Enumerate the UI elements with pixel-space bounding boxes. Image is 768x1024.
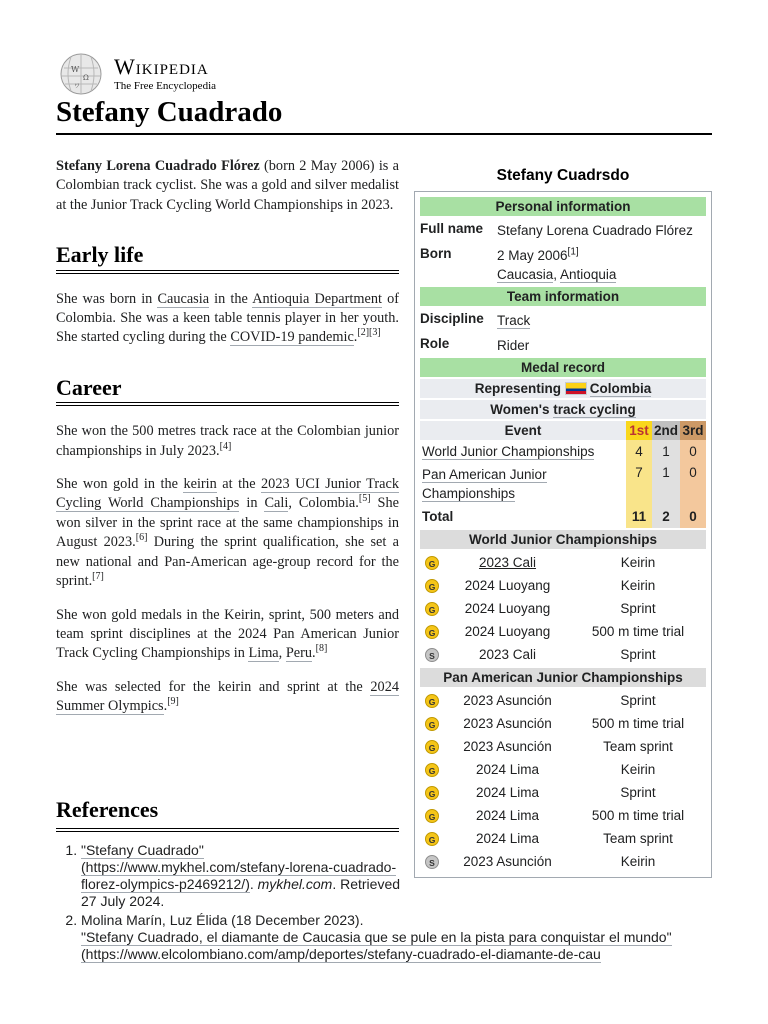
text: . xyxy=(163,698,168,715)
tally-bronze-cell: 0 xyxy=(680,440,706,463)
tally-silver-cell: 1 xyxy=(652,463,680,505)
medal-tally-table xyxy=(420,421,706,528)
gold-medal-icon: G xyxy=(425,786,439,800)
infobox xyxy=(414,164,712,878)
ref-link-8[interactable]: [8] xyxy=(315,643,328,655)
sport-prefix: Women's xyxy=(490,402,554,417)
medal-event: Team sprint xyxy=(603,739,673,754)
link-world-junior-championships[interactable]: World Junior Championships xyxy=(422,444,595,459)
infobox-label: Full name xyxy=(420,221,484,236)
medal-competition: 2023 Cali xyxy=(478,555,537,570)
infobox-row-discipline xyxy=(420,307,706,332)
list-item xyxy=(420,827,706,850)
text: She won silver in the sprint race at the same championships in August 2023. xyxy=(56,495,399,551)
list-item xyxy=(420,597,706,620)
infobox-row-full-name xyxy=(420,217,706,242)
medal-event: Keirin xyxy=(620,555,656,570)
reference-retrieved: . Retrieved 27 July 2024. xyxy=(81,876,401,909)
infobox-value: Stefany Lorena Cuadrado Flórez xyxy=(497,223,693,238)
medal-competition: 2023 Asunción xyxy=(463,693,552,708)
medal-competition: 2024 Luoyang xyxy=(464,578,551,593)
gold-medal-icon: G xyxy=(425,625,439,639)
link-caucasia[interactable]: Caucasia xyxy=(157,290,210,307)
gold-medal-icon: G xyxy=(425,602,439,616)
silver-medal-icon: S xyxy=(425,855,439,869)
table-row xyxy=(420,440,706,463)
career-paragraph-4 xyxy=(56,678,399,717)
infobox-value xyxy=(497,246,706,284)
medal-competition: 2024 Luoyang xyxy=(464,601,551,616)
text: , xyxy=(278,645,286,662)
gold-medal-icon: G xyxy=(425,740,439,754)
wjc-medal-list xyxy=(420,551,706,666)
infobox-section-medal-record: Medal record xyxy=(420,358,706,377)
svg-text:ワ: ワ xyxy=(74,83,81,90)
infobox-label: Born xyxy=(420,246,452,261)
medal-competition: 2023 Asunción xyxy=(463,854,552,869)
intro-name: Stefany Lorena Cuadrado Flórez xyxy=(56,158,260,174)
representing-label: Representing xyxy=(474,381,561,396)
link-2024-summer-olympics[interactable]: 2024 Summer Olympics xyxy=(56,678,399,715)
infobox-body xyxy=(414,191,712,878)
link-covid-19-pandemic[interactable]: COVID-19 pandemic xyxy=(230,329,354,346)
medal-event: 500 m time trial xyxy=(591,624,685,639)
heading-career: Career xyxy=(56,378,399,406)
infobox-title: Stefany Cuadrsdo xyxy=(496,167,630,184)
link-track-cycling[interactable]: track cycling xyxy=(553,402,636,417)
link-keirin[interactable]: keirin xyxy=(183,476,217,493)
tally-header-gold: 1st xyxy=(626,421,652,440)
career-paragraph-2 xyxy=(56,475,399,591)
ref-link-3[interactable]: [3] xyxy=(369,327,381,339)
link-antioquia-department[interactable]: Antioquia Department xyxy=(252,290,382,307)
ref-link-5[interactable]: [5] xyxy=(358,493,371,505)
tally-total-bronze: 0 xyxy=(680,505,706,528)
silver-medal-icon: S xyxy=(425,648,439,662)
intro-paragraph xyxy=(56,157,399,215)
list-item xyxy=(420,758,706,781)
medal-event: Sprint xyxy=(620,693,656,708)
ref-link-7[interactable]: [7] xyxy=(92,571,104,583)
separator: , xyxy=(553,267,561,282)
career-paragraph-3 xyxy=(56,606,399,664)
text: , Colombia. xyxy=(288,495,359,512)
medal-event: Sprint xyxy=(620,647,656,662)
medal-competition: 2024 Lima xyxy=(475,808,540,823)
tally-event-cell xyxy=(420,463,626,505)
medal-event: 500 m time trial xyxy=(591,808,685,823)
list-item xyxy=(420,643,706,666)
gold-medal-icon: G xyxy=(425,809,439,823)
link-track[interactable]: Track xyxy=(497,313,531,328)
gold-medal-icon: G xyxy=(425,832,439,846)
list-item xyxy=(420,574,706,597)
medal-event: Keirin xyxy=(620,854,656,869)
medal-event: 500 m time trial xyxy=(591,716,685,731)
infobox-value: Rider xyxy=(497,338,530,353)
text: She won gold medals in the Keirin, sprint, 500 meters and team sprint disciplines at the 2024 Pan American Junior Track Cycling Championships in xyxy=(56,606,399,662)
text: She won gold in the xyxy=(56,476,184,493)
reference-link-elcolombiano[interactable]: "Stefany Cuadrado, el diamante de Caucasia que se pule en la pista para conquistar el mundo" (https://www.elcolombiano.com/amp/deportes/stefany-cuadrado-el-diamante-de-cau xyxy=(81,929,672,962)
reference-author: Molina Marín, Luz Élida (18 December 2023). xyxy=(81,912,364,928)
text: . xyxy=(353,329,358,346)
list-item xyxy=(420,781,706,804)
wordmark-tagline: The Free Encyclopedia xyxy=(114,80,217,92)
tally-header-event: Event xyxy=(420,421,626,440)
infobox-label: Discipline xyxy=(420,311,484,326)
wikipedia-globe-icon[interactable] xyxy=(56,52,106,96)
list-item xyxy=(420,620,706,643)
ref-link-1[interactable]: [1] xyxy=(567,246,579,258)
page-title: Stefany Cuadrado xyxy=(56,96,712,135)
tally-event-cell xyxy=(420,440,626,463)
text: She was born in xyxy=(56,290,158,307)
wordmark-title: Wikipedia xyxy=(114,54,209,79)
representing-row xyxy=(420,379,706,398)
tally-total-silver: 2 xyxy=(652,505,680,528)
svg-text:Ω: Ω xyxy=(83,74,89,82)
link-antioquia-infobox[interactable]: Antioquia xyxy=(560,267,617,282)
link-pan-american-junior-championships[interactable]: Pan American Junior Championships xyxy=(422,467,547,501)
wordmark[interactable] xyxy=(114,56,216,92)
table-row xyxy=(420,463,706,505)
list-item xyxy=(420,735,706,758)
colombia-flag-icon xyxy=(565,382,587,395)
text: During the sprint qualification, she set a new national and Pan-American age-group record for the sprint. xyxy=(56,534,399,590)
medal-event: Sprint xyxy=(620,601,656,616)
article-body xyxy=(56,157,399,731)
text: in the xyxy=(209,290,253,307)
medal-competition: 2024 Lima xyxy=(475,831,540,846)
site-header xyxy=(56,52,216,96)
ref-link-4[interactable]: [4] xyxy=(219,440,232,452)
heading-early-life: Early life xyxy=(56,245,399,273)
reference-site: mykhel.com xyxy=(257,876,333,892)
ref-link-9[interactable]: [9] xyxy=(167,696,179,708)
tally-total-gold: 11 xyxy=(626,505,652,528)
text: of Colombia. She was a keen table tennis player in her youth. She started cycling during the xyxy=(56,290,399,346)
medal-event: Team sprint xyxy=(603,831,673,846)
list-item xyxy=(420,689,706,712)
text: at the xyxy=(216,476,262,493)
medal-competition: 2024 Luoyang xyxy=(464,624,551,639)
pan-medal-list xyxy=(420,689,706,873)
link-peru[interactable]: Peru xyxy=(285,645,313,662)
list-item xyxy=(420,712,706,735)
reference-link-mykhel[interactable]: "Stefany Cuadrado" (https://www.mykhel.com/stefany-lorena-cuadrado-florez-olympics-p2469212/) xyxy=(81,842,397,892)
infobox-section-team: Team information xyxy=(420,287,706,306)
tally-gold-cell: 4 xyxy=(626,440,652,463)
tally-header-silver: 2nd xyxy=(653,423,678,438)
medal-event: Keirin xyxy=(620,762,656,777)
table-row-total xyxy=(420,505,706,528)
tally-header-bronze: 3rd xyxy=(680,421,706,440)
svg-text:W: W xyxy=(71,65,80,74)
tally-bronze-cell: 0 xyxy=(680,463,706,505)
heading-references: References xyxy=(56,797,399,832)
reference-item xyxy=(81,912,712,963)
medal-event: Keirin xyxy=(620,578,656,593)
ref-link-2[interactable]: [2] xyxy=(357,327,370,339)
list-item xyxy=(420,804,706,827)
tally-total-label: Total xyxy=(422,509,454,524)
gold-medal-icon: G xyxy=(425,556,439,570)
medal-event: Sprint xyxy=(620,785,656,800)
tally-gold-cell: 7 xyxy=(626,463,652,505)
medal-section-wjc: World Junior Championships xyxy=(420,530,706,549)
ref-link-6[interactable]: [6] xyxy=(135,532,148,544)
gold-medal-icon: G xyxy=(425,763,439,777)
tally-silver-cell: 1 xyxy=(652,440,680,463)
text: . xyxy=(312,645,316,662)
medal-competition: 2023 Asunción xyxy=(463,739,552,754)
early-life-paragraph xyxy=(56,290,399,348)
gold-medal-icon: G xyxy=(425,717,439,731)
link-caucasia-infobox[interactable]: Caucasia xyxy=(497,267,554,282)
sport-row xyxy=(420,400,706,419)
link-lima[interactable]: Lima xyxy=(248,645,279,662)
medal-competition: 2024 Lima xyxy=(475,785,540,800)
medal-competition: 2023 Asunción xyxy=(463,716,552,731)
career-paragraph-1 xyxy=(56,422,399,461)
text: in xyxy=(239,495,265,512)
gold-medal-icon: G xyxy=(425,579,439,593)
link-2023-uci-junior-worlds[interactable]: 2023 UCI Junior Track Cycling World Championships xyxy=(56,476,399,512)
medal-section-pan-american: Pan American Junior Championships xyxy=(420,668,706,687)
gold-medal-icon: G xyxy=(425,694,439,708)
tally-header-row xyxy=(420,421,706,440)
reference-item: 1. "Stefany Cuadrado" (https://www.mykhel.com/stefany-lorena-cuadrado-florez-olympics-p2469212/). mykhel.com. Retrieved 27 July 2024. xyxy=(81,842,401,910)
text: She was selected for the keirin and sprint at the xyxy=(56,678,371,695)
link-colombia[interactable]: Colombia xyxy=(589,381,652,396)
infobox-label: Role xyxy=(420,336,450,351)
link-cali[interactable]: Cali xyxy=(264,495,289,512)
text: She won the 500 metres track race at the Colombian junior championships in July 2023. xyxy=(56,423,399,459)
infobox-value xyxy=(497,311,706,330)
infobox-row-role xyxy=(420,332,706,357)
list-item xyxy=(420,850,706,873)
list-item xyxy=(420,551,706,574)
infobox-section-personal: Personal information xyxy=(420,197,706,216)
born-date: 2 May 2006 xyxy=(497,248,568,263)
infobox-row-born xyxy=(420,242,706,286)
medal-competition: 2024 Lima xyxy=(475,762,540,777)
intro-text: (born 2 May 2006) is a Colombian track cyclist. She was a gold and silver medalist at the Junior Track Cycling World Championships in 2023. xyxy=(56,158,399,213)
medal-competition: 2023 Cali xyxy=(478,647,537,662)
